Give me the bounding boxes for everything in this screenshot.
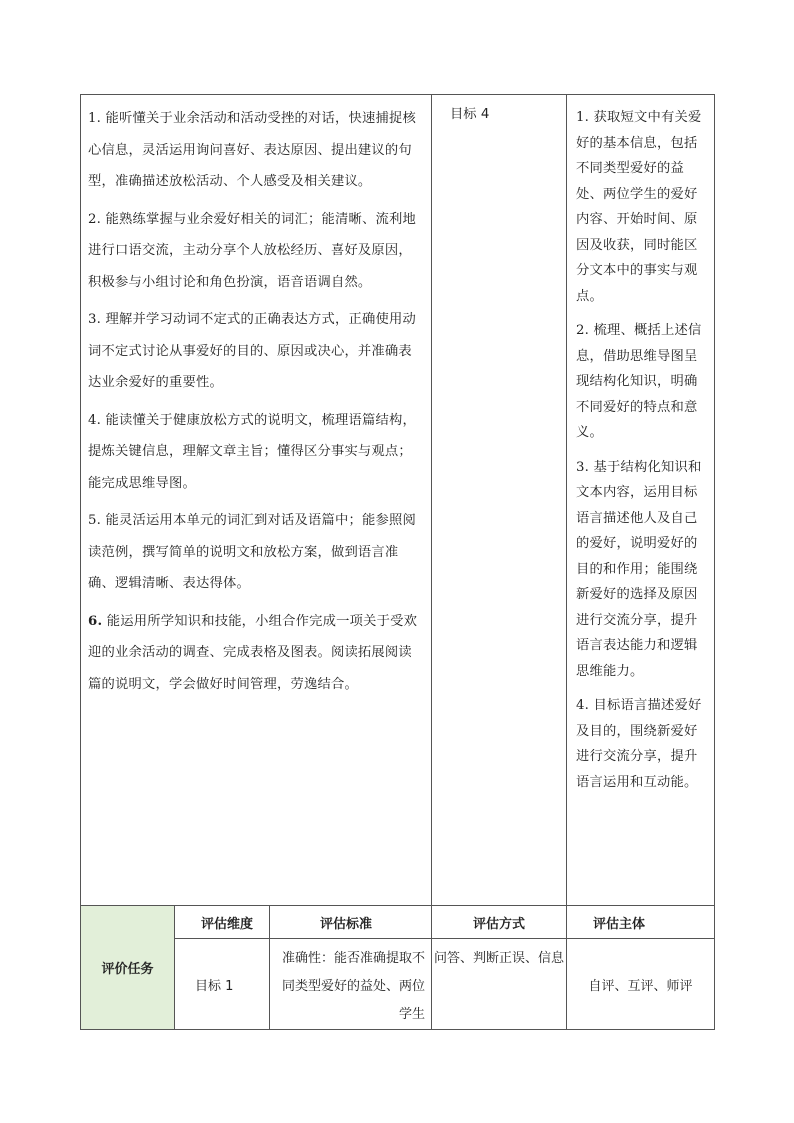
objective-text: 能灵活运用本单元的词汇到对话及语篇中；能参照阅读范例，撰写简单的说明文和放松方案，做到语言准确、逻辑清晰、表达得体。 xyxy=(88,513,416,591)
activity-number: 1. xyxy=(576,110,590,125)
objective-text: 能熟练掌握与业余爱好相关的词汇；能清晰、流利地进行口语交流，主动分享个人放松经历、喜好及原因，积极参与小组讨论和角色扮演，语音语调自然。 xyxy=(88,211,416,290)
objective-number: 4. xyxy=(88,412,102,428)
header-method: 评估方式 xyxy=(432,906,567,939)
activity-3 xyxy=(576,455,706,685)
objective-text: 理解并学习动词不定式的正确表达方式，正确使用动词不定式讨论从事爱好的目的、原因或决心，并准确表达业余爱好的重要性。 xyxy=(88,312,416,390)
header-subject: 评估主体 xyxy=(567,906,715,939)
lesson-plan-table xyxy=(80,94,715,1030)
objectives-list xyxy=(88,103,423,700)
activities-list xyxy=(576,105,706,795)
learning-objectives-cell xyxy=(81,95,432,906)
goal-label: 目标 4 xyxy=(450,107,490,122)
activity-text: 获取短文中有关爱好的基本信息，包括不同类型爱好的益处、两位学生的爱好内容、开始时间、原因及收获，同时能区分文本中的事实与观点。 xyxy=(576,110,702,304)
activity-text: 基于结构化知识和文本内容，运用目标语言描述他人及自己的爱好，说明爱好的目的和作用；能围绕新爱好的选择及原因进行交流分享，提升语言表达能力和逻辑思维能力。 xyxy=(576,459,702,679)
objective-number: 3. xyxy=(88,312,102,327)
objective-text: 能读懂关于健康放松方式的说明文，梳理语篇结构，提炼关键信息，理解文章主旨；懂得区分事实与观点；能完成思维导图。 xyxy=(88,412,416,491)
objective-text: 能听懂关于业余活动和活动受挫的对话，快速捕捉核心信息，灵活运用询问喜好、表达原因、提出建议的句型，准确描述放松活动、个人感受及相关建议。 xyxy=(88,111,416,189)
activity-number: 2. xyxy=(576,323,590,338)
activity-1 xyxy=(576,105,706,309)
evaluation-row xyxy=(81,939,715,1030)
objective-1 xyxy=(88,103,423,198)
activity-4 xyxy=(576,693,706,795)
activity-text: 梳理、概括上述信息，借助思维导图呈现结构化知识，明确不同爱好的特点和意义。 xyxy=(576,323,702,440)
objective-4 xyxy=(88,405,423,500)
objective-number: 6. xyxy=(88,613,103,629)
evaluation-header-row xyxy=(81,906,715,939)
objective-3 xyxy=(88,304,423,399)
activity-number: 3. xyxy=(576,459,590,475)
objective-number: 5. xyxy=(88,513,102,528)
objective-6 xyxy=(88,606,423,701)
eval-method: 问答、判断正误、信息 xyxy=(432,939,567,1030)
activity-2 xyxy=(576,318,706,446)
objective-2 xyxy=(88,204,423,299)
header-dimension: 评估维度 xyxy=(175,906,270,939)
eval-criteria: 准确性：能否准确提取不同类型爱好的益处、两位学生 xyxy=(270,939,432,1030)
objective-5 xyxy=(88,505,423,600)
objectives-row xyxy=(81,95,715,906)
goal-cell xyxy=(432,95,567,906)
activities-cell xyxy=(567,95,715,906)
activity-number: 4. xyxy=(576,698,590,713)
header-criteria: 评估标准 xyxy=(270,906,432,939)
objective-number: 2. xyxy=(88,211,102,227)
objective-text: 能运用所学知识和技能，小组合作完成一项关于受欢迎的业余活动的调查、完成表格及图表。阅读拓展阅读篇的说明文，学会做好时间管理，劳逸结合。 xyxy=(88,613,418,692)
objective-number: 1. xyxy=(88,111,102,126)
activity-text: 目标语言描述爱好及目的，围绕新爱好进行交流分享，提升语言运用和互动能。 xyxy=(576,698,702,790)
eval-subject: 自评、互评、师评 xyxy=(567,939,715,1030)
evaluation-task-label: 评价任务 xyxy=(81,906,175,1030)
eval-goal: 目标 1 xyxy=(175,939,270,1030)
